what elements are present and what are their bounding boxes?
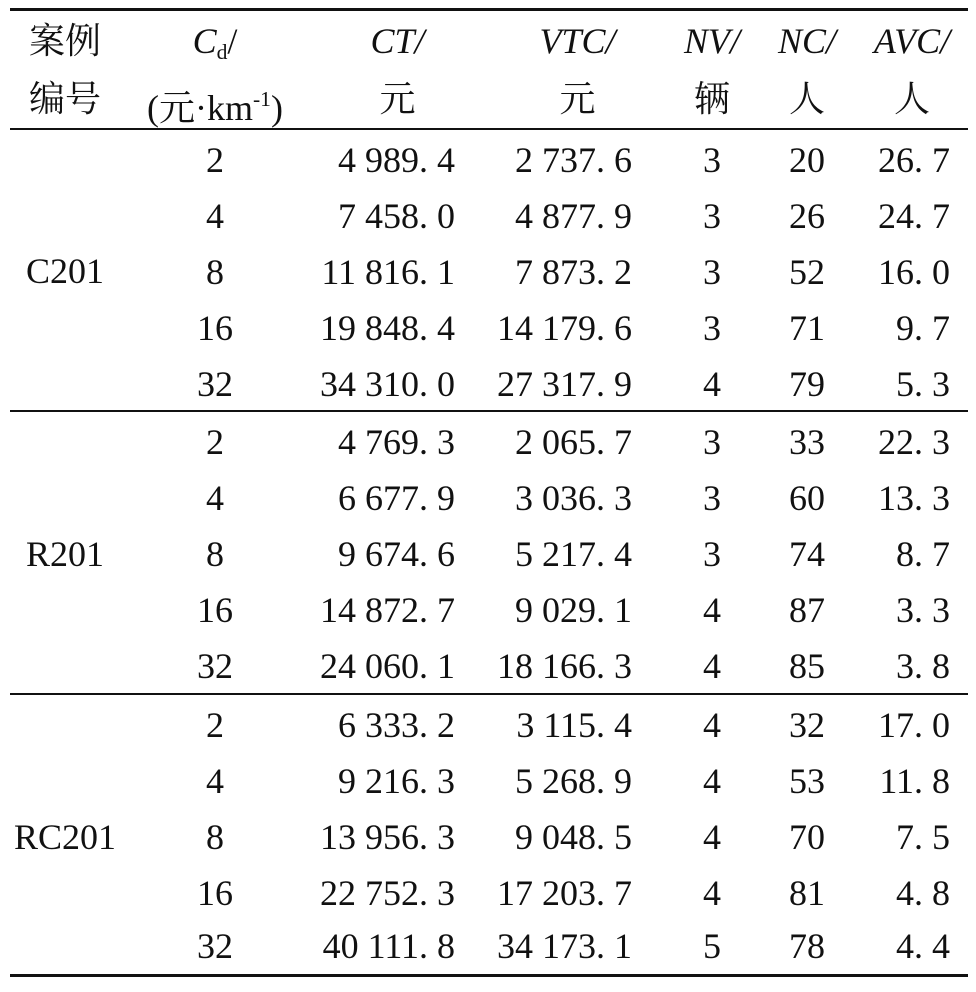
header-cd-unit [130,70,300,128]
nc-cell: 85 [789,646,825,686]
avc-cell: 22. 3 [878,422,950,462]
ct-cell: 11 816. 1 [321,252,455,292]
avc-cell: 16. 0 [878,252,950,292]
vtc-cell: 3 115. 4 [516,705,632,745]
cd-cell: 32 [197,364,233,404]
header-cd-unit-close: ) [270,88,283,128]
nc-cell: 26 [789,196,825,236]
vtc-cell: 2 737. 6 [515,140,632,180]
cd-cell: 8 [206,252,224,292]
vtc-cell: 34 173. 1 [497,926,632,966]
ct-cell: 9 216. 3 [338,761,455,801]
nc-cell: 33 [789,422,825,462]
nv-cell: 3 [703,196,721,236]
nv-cell: 3 [703,252,721,292]
nv-cell: 3 [703,534,721,574]
nc-cell: 71 [789,308,825,348]
header-nc-unit: 人 [788,79,825,119]
vtc-cell: 9 048. 5 [515,817,632,857]
cd-cell: 16 [197,590,233,630]
ct-cell: 4 769. 3 [338,422,455,462]
avc-cell: 5. 3 [896,364,950,404]
nv-cell: 4 [703,646,721,686]
nc-cell: 87 [789,590,825,630]
ct-cell: 22 752. 3 [320,873,455,913]
top-rule [10,8,968,11]
cd-cell: 4 [206,478,224,518]
header-cd-slash: / [227,21,238,61]
header-case-label: 案例 [28,21,101,61]
header-cd-unit-open: (元·km [147,88,253,128]
avc-cell: 7. 5 [896,817,950,857]
nv-cell: 3 [703,478,721,518]
nc-cell: 53 [789,761,825,801]
ct-cell: 7 458. 0 [338,196,455,236]
cd-cell: 32 [197,926,233,966]
nc-cell: 70 [789,817,825,857]
nv-cell: 4 [703,761,721,801]
ct-cell: 13 956. 3 [320,817,455,857]
header-nv-label: NV/ [683,21,740,61]
ct-cell: 6 333. 2 [338,705,455,745]
nc-cell: 32 [789,705,825,745]
nv-cell: 4 [703,590,721,630]
vtc-cell: 5 217. 4 [515,534,632,574]
nv-cell: 4 [703,873,721,913]
vtc-cell: 2 065. 7 [515,422,632,462]
ct-cell: 4 989. 4 [338,140,455,180]
vtc-cell: 27 317. 9 [497,364,632,404]
avc-cell: 9. 7 [896,308,950,348]
nc-cell: 78 [789,926,825,966]
cd-cell: 4 [206,196,224,236]
avc-cell: 4. 4 [896,926,950,966]
ct-cell: 24 060. 1 [320,646,455,686]
case-label: C201 [25,251,104,291]
header-vtc-unit: 元 [559,79,596,119]
nv-cell: 4 [703,705,721,745]
avc-cell: 26. 7 [878,140,950,180]
ct-cell: 19 848. 4 [320,308,455,348]
nv-cell: 3 [703,308,721,348]
header-nv-unit: 辆 [693,79,730,119]
nc-cell: 60 [789,478,825,518]
ct-cell: 9 674. 6 [338,534,455,574]
avc-cell: 8. 7 [896,534,950,574]
nc-cell: 74 [789,534,825,574]
case-label: RC201 [13,817,117,857]
avc-cell: 3. 3 [896,590,950,630]
bottom-rule [10,974,968,977]
vtc-cell: 3 036. 3 [515,478,632,518]
header-case-label-line2: 编号 [28,79,101,119]
vtc-cell: 7 873. 2 [515,252,632,292]
header-avc-label: AVC/ [873,21,951,61]
vtc-cell: 14 179. 6 [497,308,632,348]
header-cd-label [130,12,300,70]
avc-cell: 4. 8 [896,873,950,913]
nc-cell: 20 [789,140,825,180]
header-avc-unit: 人 [893,79,930,119]
ct-cell: 40 111. 8 [322,926,455,966]
nv-cell: 5 [703,926,721,966]
cd-cell: 8 [206,817,224,857]
header-nc-label: NC/ [777,21,837,61]
cd-cell: 16 [197,873,233,913]
nv-cell: 4 [703,364,721,404]
nc-cell: 81 [789,873,825,913]
avc-cell: 3. 8 [896,646,950,686]
header-rule [10,128,968,130]
avc-cell: 17. 0 [878,705,950,745]
header-cd-symbol: C [192,21,217,61]
avc-cell: 11. 8 [879,761,950,801]
cd-cell: 4 [206,761,224,801]
ct-cell: 14 872. 7 [320,590,455,630]
vtc-cell: 9 029. 1 [515,590,632,630]
vtc-cell: 17 203. 7 [497,873,632,913]
header-ct-unit: 元 [379,79,416,119]
nv-cell: 3 [703,422,721,462]
cd-cell: 16 [197,308,233,348]
cd-cell: 32 [197,646,233,686]
nv-cell: 3 [703,140,721,180]
vtc-cell: 4 877. 9 [515,196,632,236]
cd-cell: 8 [206,534,224,574]
header-cd-subscript: d [216,40,228,64]
cd-cell: 2 [206,422,224,462]
case-label: R201 [25,534,104,574]
header-vtc-label: VTC/ [539,21,616,61]
ct-cell: 6 677. 9 [338,478,455,518]
avc-cell: 24. 7 [878,196,950,236]
nv-cell: 4 [703,817,721,857]
avc-cell: 13. 3 [878,478,950,518]
header-cd-unit-sup: -1 [252,87,271,111]
cd-cell: 2 [206,140,224,180]
vtc-cell: 5 268. 9 [515,761,632,801]
nc-cell: 52 [789,252,825,292]
cd-cell: 2 [206,705,224,745]
nc-cell: 79 [789,364,825,404]
header-ct-label: CT/ [370,21,425,61]
vtc-cell: 18 166. 3 [497,646,632,686]
ct-cell: 34 310. 0 [320,364,455,404]
